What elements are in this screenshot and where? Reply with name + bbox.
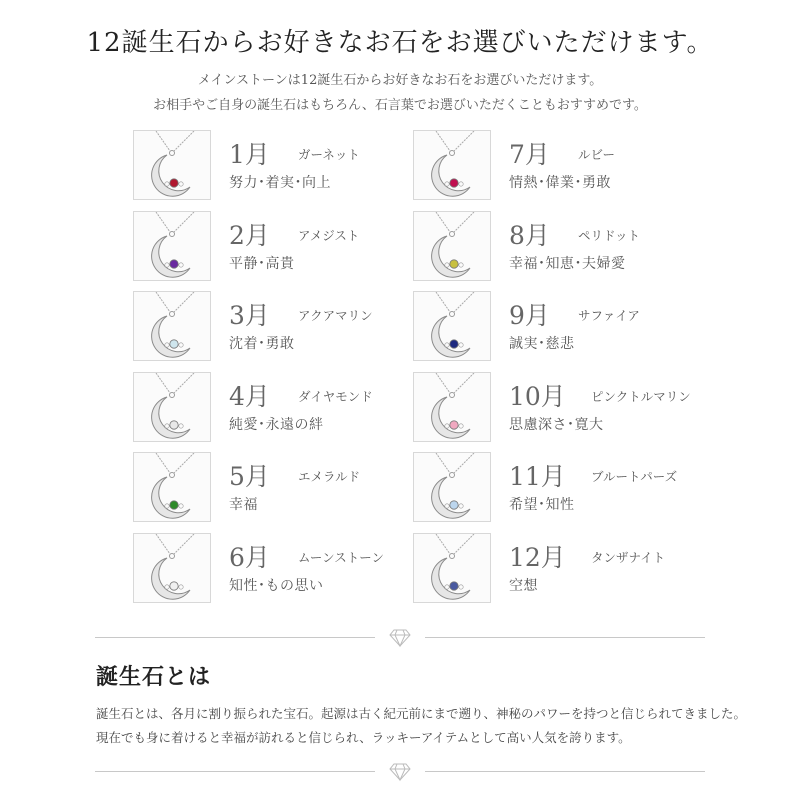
gemstone <box>450 501 458 509</box>
intro-line: お相手やご自身の誕生石はもちろん、石言葉でお選びいただくこともおすすめです。 <box>153 98 647 113</box>
gemstone <box>170 259 178 267</box>
stone-meaning: 空想 <box>509 577 538 594</box>
gemstone <box>170 340 178 348</box>
section-divider <box>95 762 705 782</box>
stone-name: ガーネット <box>298 147 360 162</box>
stone-name: ブルートパーズ <box>591 469 678 484</box>
stone-meaning: 誠実･慈悲 <box>509 336 575 352</box>
month-label: 10月 <box>509 381 566 411</box>
birthstone-card <box>413 372 703 442</box>
intro-line: メインストーンは12誕生石からお好きなお石をお選びいただけます。 <box>197 73 603 88</box>
stone-meaning: 希望･知性 <box>509 497 575 513</box>
birthstone-card <box>413 533 703 603</box>
stone-name: エメラルド <box>298 469 361 484</box>
birthstone-card <box>413 452 703 522</box>
gemstone <box>170 420 178 428</box>
section-divider <box>95 628 705 648</box>
stone-meaning: 純愛･永遠の絆 <box>229 416 324 433</box>
page-title: 12誕生石からお好きなお石をお選びいただけます。 <box>86 28 714 58</box>
diamond-icon <box>388 628 412 648</box>
month-label: 12月 <box>509 542 566 572</box>
stone-meaning: 沈着･勇敢 <box>229 336 295 352</box>
about-line: 現在でも身に着けると幸福が訪れると信じられ、ラッキーアイテムとして高い人気を誇ります。 <box>96 730 631 745</box>
gemstone <box>450 259 458 267</box>
moon-necklace-icon <box>133 372 211 442</box>
month-label: 3月 <box>229 301 270 330</box>
month-label: 8月 <box>509 220 550 250</box>
stone-name: アクアマリン <box>298 308 373 323</box>
moon-necklace-icon <box>413 211 491 281</box>
moon-necklace-icon <box>133 452 211 522</box>
intro-text <box>0 68 800 118</box>
birthstone-card <box>413 211 703 281</box>
month-label: 7月 <box>509 140 550 169</box>
month-label: 2月 <box>229 220 270 250</box>
moon-necklace-icon <box>133 533 211 603</box>
moon-necklace-icon <box>413 533 491 603</box>
stone-meaning: 情熱･偉業･勇敢 <box>509 175 611 191</box>
stone-name: タンザナイト <box>591 549 666 565</box>
month-label: 5月 <box>229 462 270 491</box>
birthstone-card <box>133 291 423 361</box>
moon-necklace-icon <box>413 130 491 200</box>
about-heading: 誕生石とは <box>96 664 212 690</box>
birthstone-card <box>133 533 423 603</box>
diamond-icon <box>388 762 412 782</box>
birthstone-card <box>133 452 423 522</box>
stone-name: アメジスト <box>298 227 360 243</box>
stone-meaning: 幸福 <box>229 497 258 513</box>
month-label: 9月 <box>509 301 550 330</box>
gemstone <box>450 179 458 187</box>
month-label: 11月 <box>509 462 566 491</box>
about-body <box>96 702 747 750</box>
birthstone-card <box>413 130 703 200</box>
stone-name: ペリドット <box>578 227 641 243</box>
moon-necklace-icon <box>133 211 211 281</box>
month-label: 4月 <box>229 381 270 411</box>
stone-meaning: 平静･高貴 <box>229 255 295 272</box>
moon-necklace-icon <box>413 452 491 522</box>
gemstone <box>170 581 178 589</box>
month-label: 1月 <box>229 140 270 169</box>
birthstone-card <box>133 130 423 200</box>
gemstone <box>170 501 178 509</box>
stone-name: ルビー <box>578 147 616 162</box>
gemstone <box>450 581 458 589</box>
stone-meaning: 知性･もの思い <box>229 577 324 594</box>
birthstone-card <box>133 211 423 281</box>
birthstone-card <box>413 291 703 361</box>
gemstone <box>170 179 178 187</box>
moon-necklace-icon <box>133 291 211 361</box>
stone-meaning: 思慮深さ･寛大 <box>509 416 604 433</box>
stone-name: ムーンストーン <box>298 549 385 565</box>
moon-necklace-icon <box>133 130 211 200</box>
moon-necklace-icon <box>413 291 491 361</box>
gemstone <box>450 340 458 348</box>
stone-name: ダイヤモンド <box>298 388 373 404</box>
birthstone-card <box>133 372 423 442</box>
stone-name: ピンクトルマリン <box>591 388 691 404</box>
moon-necklace-icon <box>413 372 491 442</box>
about-line: 誕生石とは、各月に割り振られた宝石。起源は古く紀元前にまで遡り、神秘のパワーを持つと信じられてきました。 <box>96 706 747 721</box>
month-label: 6月 <box>229 542 270 572</box>
stone-meaning: 幸福･知恵･夫婦愛 <box>509 255 626 272</box>
stone-name: サファイア <box>578 308 640 323</box>
stone-meaning: 努力･着実･向上 <box>229 175 331 191</box>
gemstone <box>450 420 458 428</box>
